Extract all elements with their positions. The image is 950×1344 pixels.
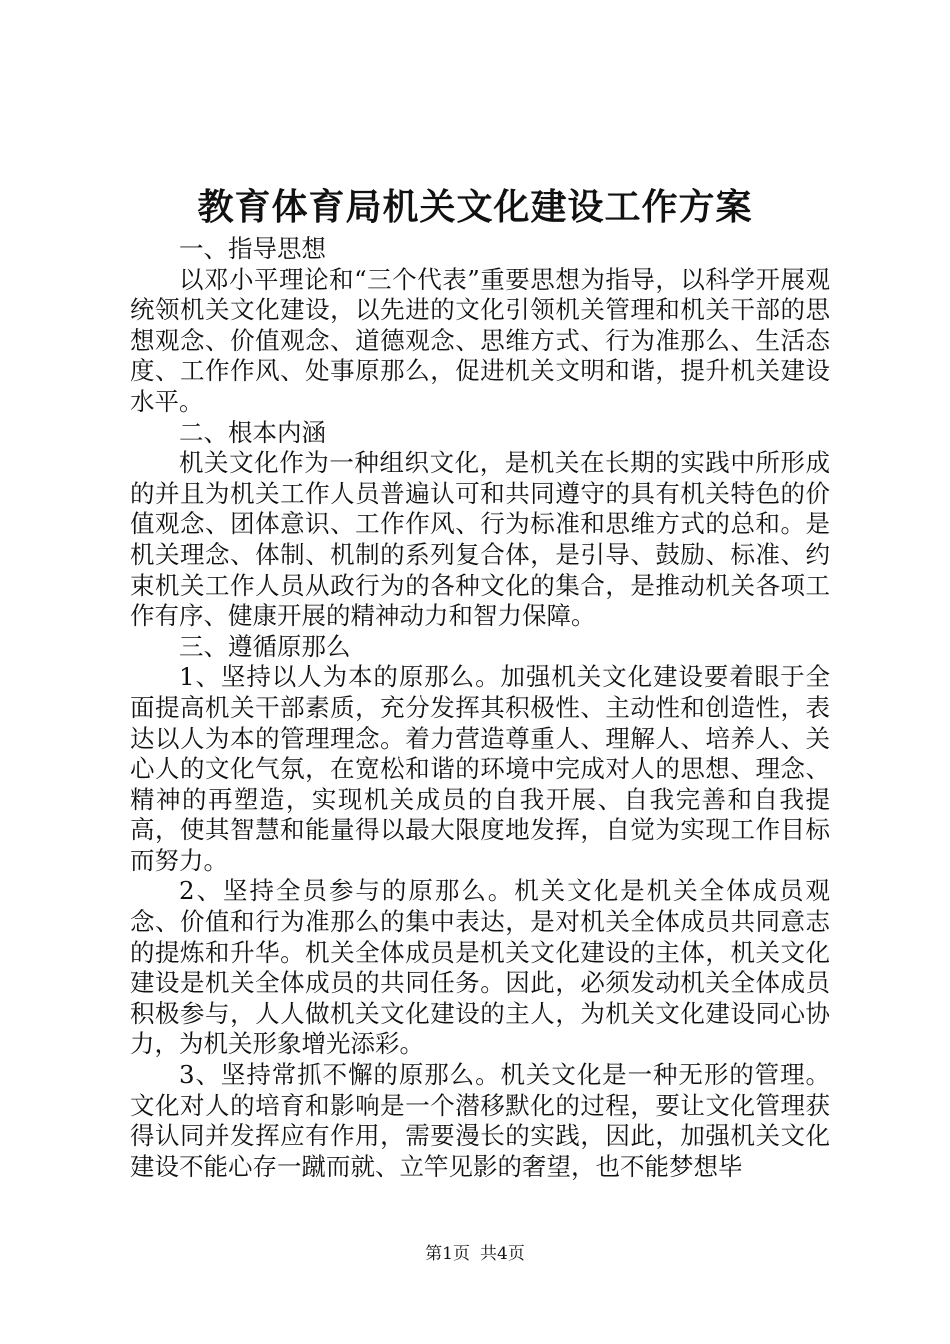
- section-heading-basic-meaning: 二、根本内涵: [179, 417, 326, 447]
- document-body: [130, 234, 830, 1182]
- paragraph-basic-meaning: 机关文化作为一种组织文化，是机关在长期的实践中所形成的并且为机关工作人员普遍认可和共同遵守的具有机关特色的价值观念、团体意识、工作作风、行为标准和思维方式的总和。是机关理念、体制、机制的系列复合体，是引导、鼓励、标准、约束机关工作人员从政行为的各种文化的集合，是推动机关各项工作有序、健康开展的精神动力和智力保障。: [130, 448, 830, 631]
- section-heading-principles: 三、遵循原那么: [179, 631, 351, 661]
- section-heading-guiding-thought: 一、指导思想: [179, 234, 326, 263]
- paragraph-guiding-thought: 以邓小平理论和“三个代表”重要思想为指导，以科学开展观统领机关文化建设，以先进的文化引领机关管理和机关干部的思想观念、价值观念、道德观念、思维方式、行为准那么、生活态度、工作作风、处事原那么，促进机关文明和谐，提升机关建设水平。: [130, 264, 830, 416]
- paragraph-principle-1: 1、坚持以人为本的原那么。加强机关文化建设要着眼于全面提高机关干部素质，充分发挥其积极性、主动性和创造性，表达以人为本的管理理念。着力营造尊重人、理解人、培养人、关心人的文化气氛，在宽松和谐的环境中完成对人的思想、理念、精神的再塑造，实现机关成员的自我开展、自我完善和自我提高，使其智慧和能量得以最大限度地发挥，自觉为实现工作目标而努力。: [130, 662, 830, 875]
- page-footer: [0, 1243, 950, 1265]
- paragraph-principle-3: 3、坚持常抓不懈的原那么。机关文化是一种无形的管理。文化对人的培育和影响是一个潜移默化的过程，要让文化管理获得认同并发挥应有作用，需要漫长的实践，因此，加强机关文化建设不能心存一蹴而就、立竿见影的奢望，也不能梦想毕: [130, 1060, 830, 1181]
- page-total: 共4页: [480, 1244, 525, 1264]
- document-title: 教育体育局机关文化建设工作方案: [197, 186, 753, 228]
- page-number: 第1页: [425, 1244, 470, 1264]
- paragraph-principle-2: 2、坚持全员参与的原那么。机关文化是机关全体成员观念、价值和行为准那么的集中表达，是对机关全体成员共同意志的提炼和升华。机关全体成员是机关文化建设的主体，机关文化建设是机关全体成员的共同任务。因此，必须发动机关全体成员积极参与，人人做机关文化建设的主人，为机关文化建设同心协力，为机关形象增光添彩。: [130, 876, 830, 1059]
